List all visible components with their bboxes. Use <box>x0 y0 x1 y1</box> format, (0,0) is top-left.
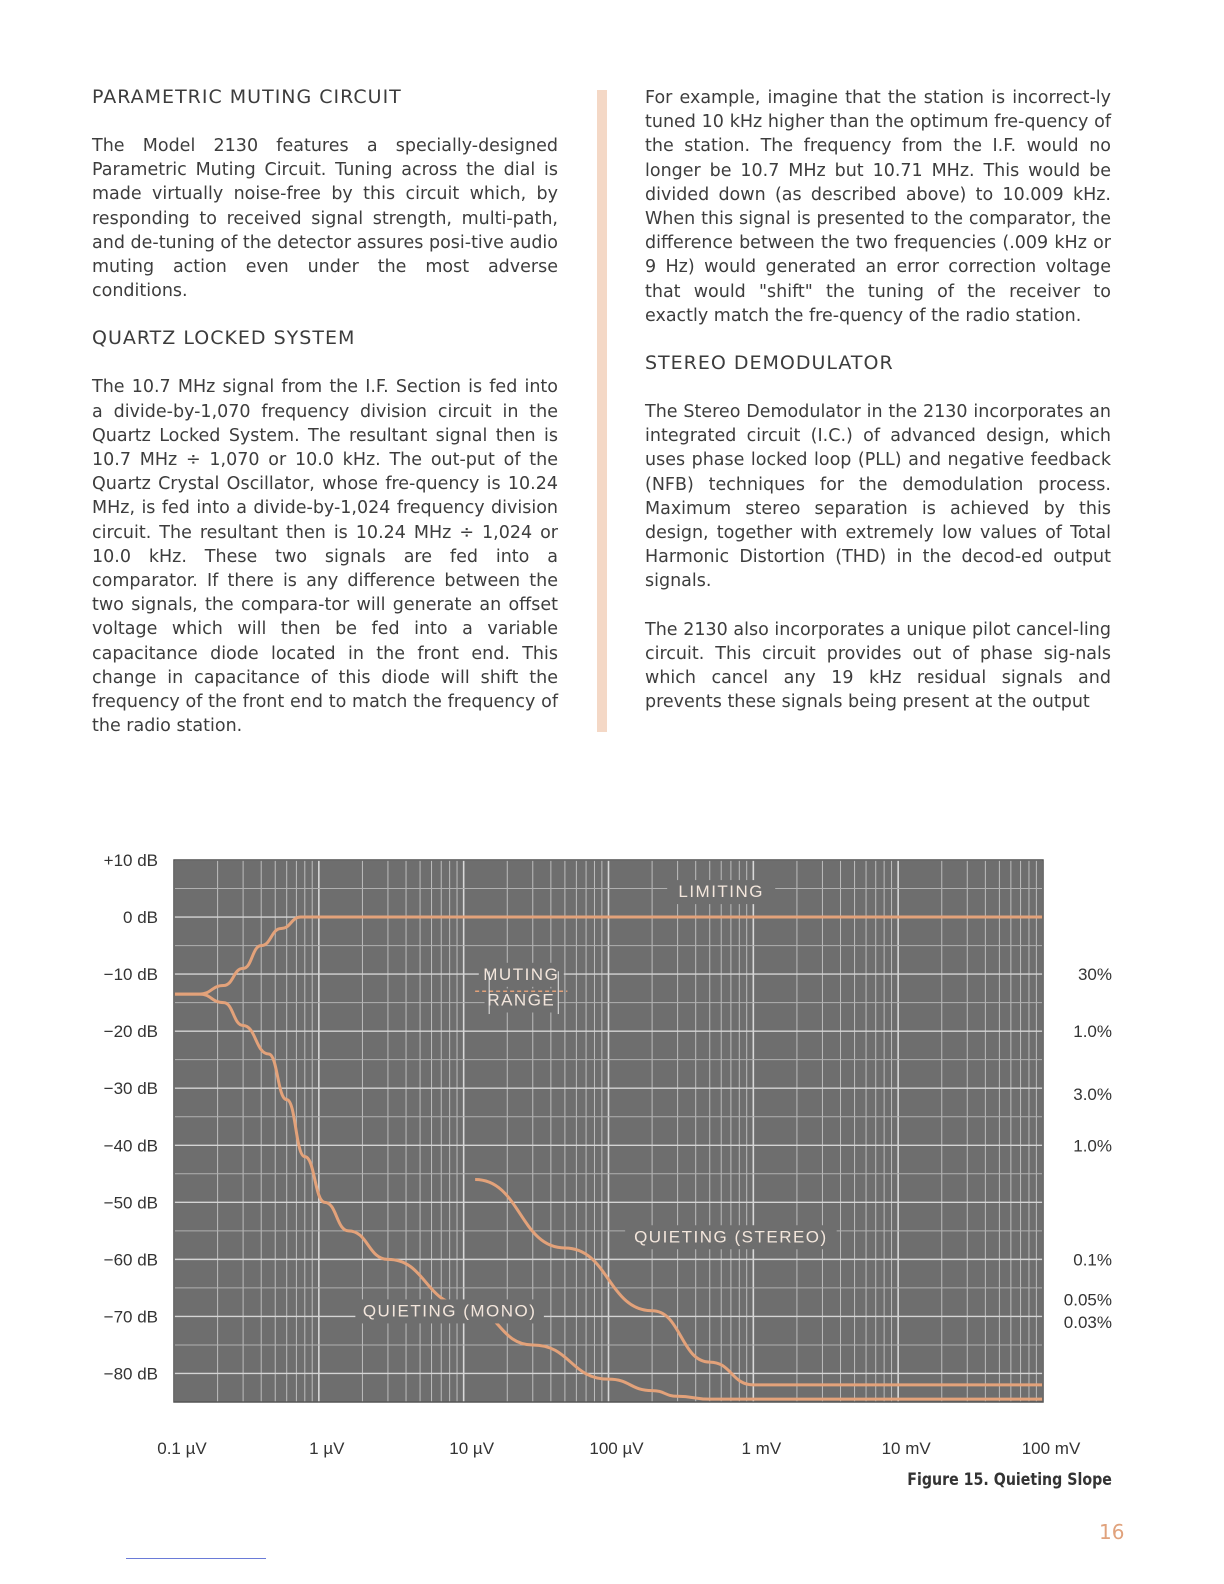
x-tick-label: 10 µV <box>449 1439 495 1458</box>
distortion-label: 0.05% <box>1063 1290 1112 1310</box>
distortion-label: 3.0% <box>1073 1084 1112 1104</box>
annotation-quieting-mono: QUIETING (MONO) <box>362 1301 537 1321</box>
heading-quartz-locked: QUARTZ LOCKED SYSTEM <box>92 327 356 350</box>
left-column <box>92 86 558 762</box>
y-tick-label: −20 dB <box>103 1022 158 1042</box>
x-tick-label: 1 mV <box>741 1439 782 1458</box>
page-number: 16 <box>1099 1520 1125 1544</box>
y-tick-label: −40 dB <box>103 1136 158 1156</box>
y-tick-label: −80 dB <box>103 1364 158 1384</box>
y-tick-label: 0 dB <box>123 908 158 928</box>
annotation-muting: MUTING <box>483 964 560 984</box>
distortion-label: 0.03% <box>1063 1313 1112 1333</box>
quieting-slope-chart <box>0 830 1224 1470</box>
distortion-label: 0.1% <box>1073 1250 1112 1270</box>
y-tick-label: +10 dB <box>103 851 158 870</box>
paragraph-pilot-cancelling: The 2130 also incorporates a unique pilot cancel-ling circuit. This circuit provides out of phase sig-nals which cancel any 19 kHz residual signals and prevents these signals being present at the output <box>645 619 1111 713</box>
distortion-label: 30% <box>1077 965 1112 985</box>
x-tick-label: 100 mV <box>1021 1439 1081 1458</box>
scan-artifact-line <box>126 1558 266 1559</box>
y-tick-label: −30 dB <box>103 1079 158 1099</box>
distortion-label: 1.0% <box>1073 1136 1112 1156</box>
y-tick-label: −50 dB <box>103 1193 158 1213</box>
annotation-range: RANGE <box>487 990 556 1010</box>
annotation-limiting: LIMITING <box>678 882 765 902</box>
distortion-label: 1.0% <box>1073 1022 1112 1042</box>
heading-parametric-muting: PARAMETRIC MUTING CIRCUIT <box>92 86 402 108</box>
right-column <box>645 86 1111 738</box>
figure-caption: Figure 15. Quieting Slope <box>907 1470 1112 1489</box>
column-divider <box>597 90 607 732</box>
x-tick-label: 0.1 µV <box>157 1439 207 1458</box>
paragraph-example: For example, imagine that the station is incorrect-ly tuned 10 kHz higher than the optimum fre-quency of the station. The frequency from the I.F. would no longer be 10.7 MHz but 10.71 MHz. This would be divided down (as described above) to 10.009 kHz. When this signal is presented to the comparator, the difference between the two frequencies (.009 kHz or 9 Hz) would generated an error correction voltage that would "shift" the tuning of the receiver to exactly match the fre-quency of the radio station. <box>645 88 1111 326</box>
y-tick-label: −10 dB <box>103 965 158 985</box>
annotation-quieting-stereo: QUIETING (STEREO) <box>634 1227 828 1247</box>
x-tick-label: 10 mV <box>881 1439 931 1458</box>
y-tick-label: −60 dB <box>103 1250 158 1270</box>
x-tick-label: 100 µV <box>589 1439 644 1458</box>
y-tick-label: −70 dB <box>103 1307 158 1327</box>
x-tick-label: 1 µV <box>309 1439 345 1458</box>
heading-stereo-demodulator: STEREO DEMODULATOR <box>645 352 894 375</box>
paragraph-stereo-demodulator: The Stereo Demodulator in the 2130 incorporates an integrated circuit (I.C.) of advanced design, which uses phase locked loop (PLL) and negative feedback (NFB) techniques for the demodulation process. Maximum stereo separation is achieved by this design, together with extremely low values of Total Harmonic Distortion (THD) in the decod-ed output signals. <box>645 402 1111 592</box>
paragraph-quartz-locked: The 10.7 MHz signal from the I.F. Section is fed into a divide-by-1,070 frequency division circuit in the Quartz Locked System. The resultant signal then is 10.7 MHz ÷ 1,070 or 10.0 kHz. The out-put of the Quartz Crystal Oscillator, whose fre-quency is 10.24 MHz, is fed into a divide-by-1,024 frequency division circuit. The resultant then is 10.24 MHz ÷ 1,024 or 10.0 kHz. These two signals are fed into a comparator. If there is any difference between the two signals, the compara-tor will generate an offset voltage which will then be fed into a variable capacitance diode located in the front end. This change in capacitance of this diode will shift the frequency of the front end to match the frequency of the radio station. <box>92 377 558 737</box>
paragraph-parametric-muting: The Model 2130 features a specially-designed Parametric Muting Circuit. Tuning across the dial is made virtually noise-free by this circuit which, by responding to received signal strength, multi-path, and de-tuning of the detector assures posi-tive audio muting action even under the most adverse conditions. <box>92 136 558 302</box>
